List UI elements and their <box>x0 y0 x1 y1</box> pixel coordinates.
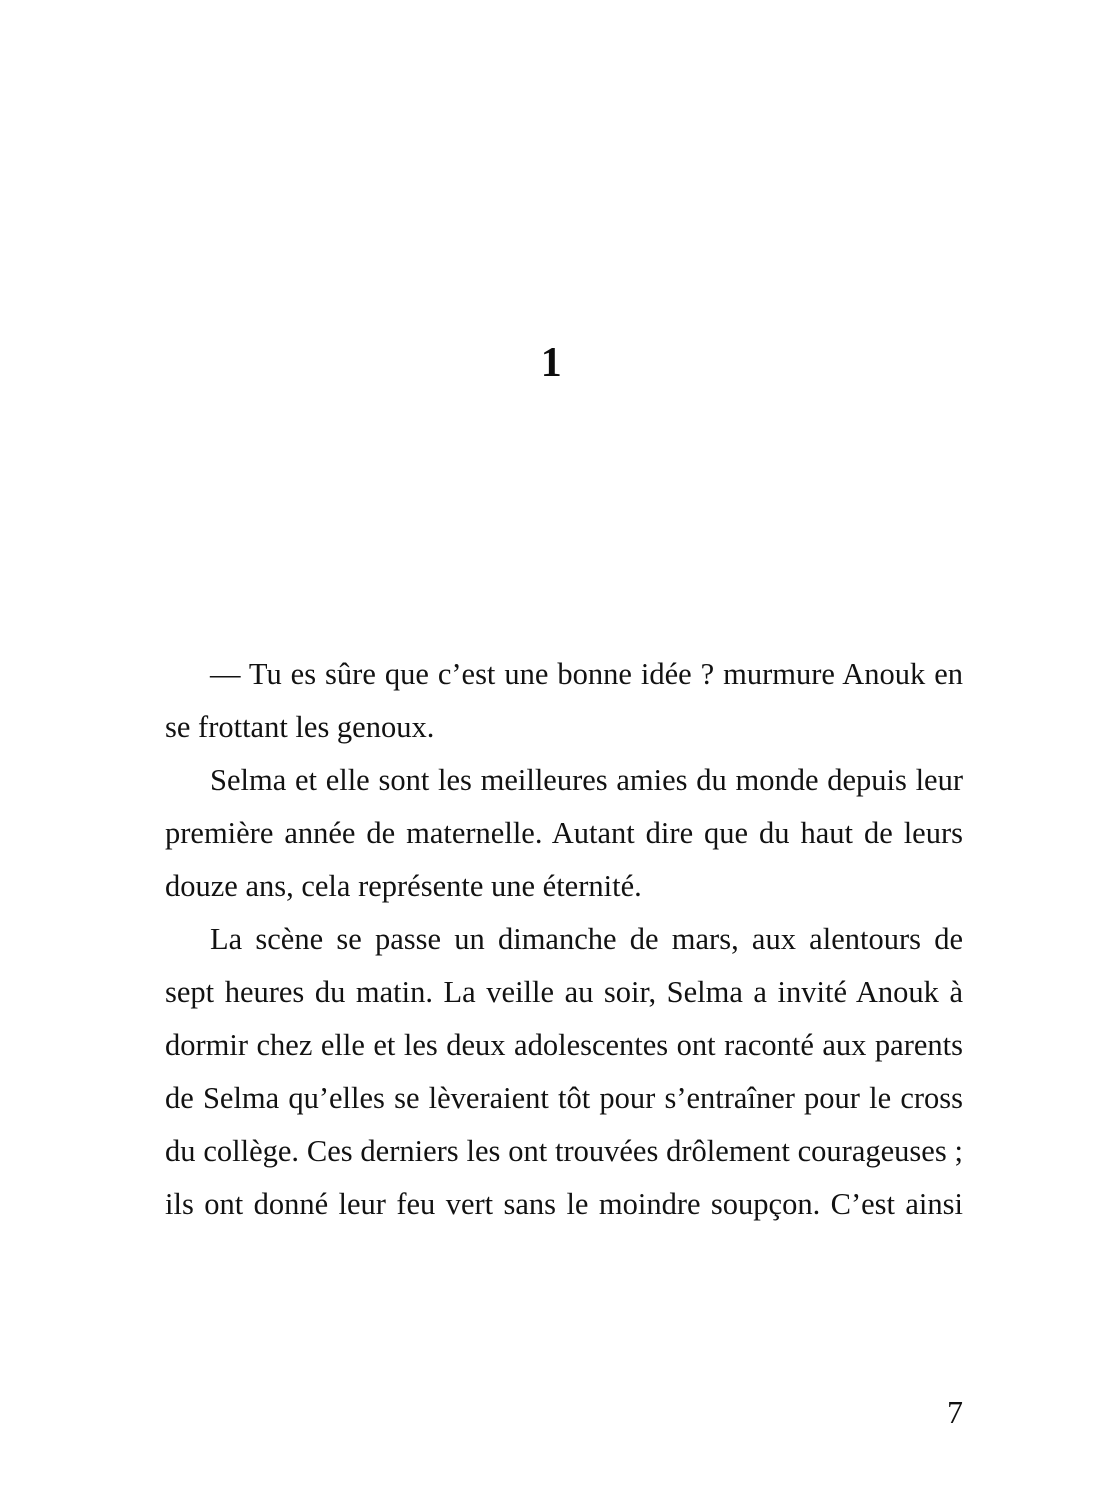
paragraph: La scène se passe un dimanche de mars, aux alentours de sept heures du matin. La veille au soir, Selma a invité Anouk à dormir chez elle et les deux adolescentes ont raconté aux parents de Selma qu’elles se lèveraient tôt pour s’entraîner pour le cross du collège. Ces derniers les ont trouvées drôlement courageuses ; ils ont donné leur feu vert sans le moindre soupçon. C’est ainsi <box>165 922 963 1221</box>
chapter-number: 1 <box>540 340 563 386</box>
paragraph: — Tu es sûre que c’est une bonne idée ? murmure Anouk en se frottant les genoux. <box>165 657 963 744</box>
page-number: 7 <box>947 1394 963 1430</box>
paragraph: Selma et elle sont les meilleures amies du monde depuis leur première année de maternelle. Autant dire que du haut de leurs douze ans, cela représente une éternité. <box>165 763 963 903</box>
body-text <box>165 648 963 1231</box>
